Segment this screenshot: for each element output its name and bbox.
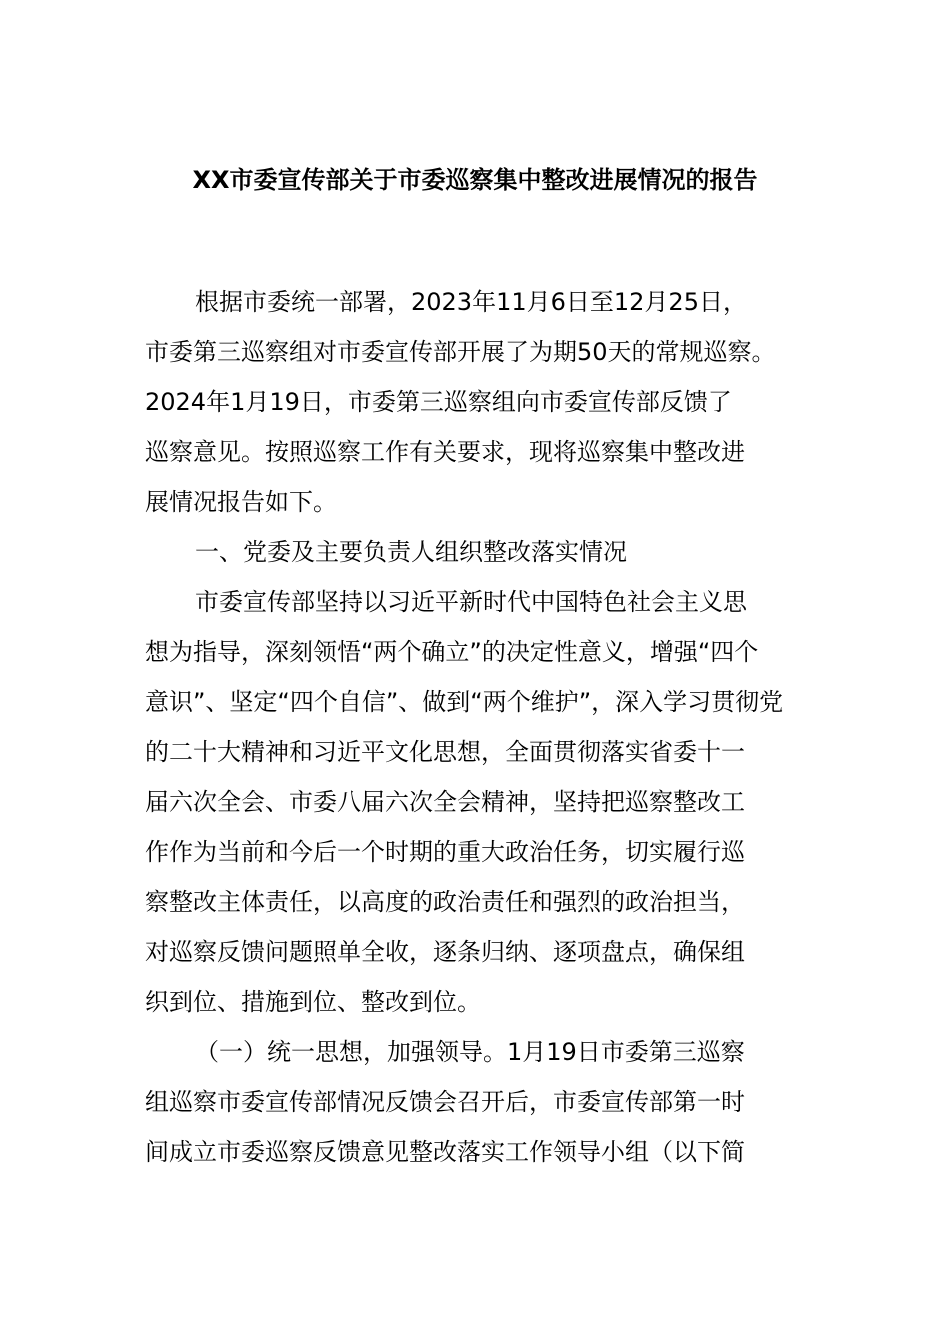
paragraph-line: 对巡察反馈问题照单全收，逐条归纳、逐项盘点，确保组 [145,938,745,966]
paragraph-line: 察整改主体责任，以高度的政治责任和强烈的政治担当， [145,888,745,916]
section-heading: 一、党委及主要负责人组织整改落实情况 [195,538,627,566]
paragraph-line: 届六次全会、市委八届六次全会精神，坚持把巡察整改工 [145,788,745,816]
paragraph-line: 巡察意见。按照巡察工作有关要求，现将巡察集中整改进 [145,438,745,466]
paragraph-line: 意识”、坚定“四个自信”、做到“两个维护”，深入学习贯彻党 [145,688,784,716]
paragraph-line: 市委第三巡察组对市委宣传部开展了为期50天的常规巡察。 [145,338,776,366]
paragraph-line: 根据市委统一部署，2023年11月6日至12月25日， [195,288,747,316]
paragraph-line: 2024年1月19日，市委第三巡察组向市委宣传部反馈了 [145,388,732,416]
subsection-line: （一）统一思想，加强领导。1月19日市委第三巡察 [195,1038,745,1066]
document-title: XX市委宣传部关于市委巡察集中整改进展情况的报告 [192,166,758,194]
paragraph-line: 想为指导，深刻领悟“两个确立”的决定性意义，增强“四个 [145,638,759,666]
paragraph-line: 展情况报告如下。 [145,488,337,516]
paragraph-line: 作作为当前和今后一个时期的重大政治任务，切实履行巡 [145,838,745,866]
paragraph-line: 织到位、措施到位、整改到位。 [145,988,481,1016]
paragraph-line: 的二十大精神和习近平文化思想，全面贯彻落实省委十一 [145,738,745,766]
paragraph-line: 市委宣传部坚持以习近平新时代中国特色社会主义思 [195,588,747,616]
paragraph-line: 组巡察市委宣传部情况反馈会召开后，市委宣传部第一时 [145,1088,745,1116]
paragraph-line: 间成立市委巡察反馈意见整改落实工作领导小组（以下简 [145,1138,745,1166]
